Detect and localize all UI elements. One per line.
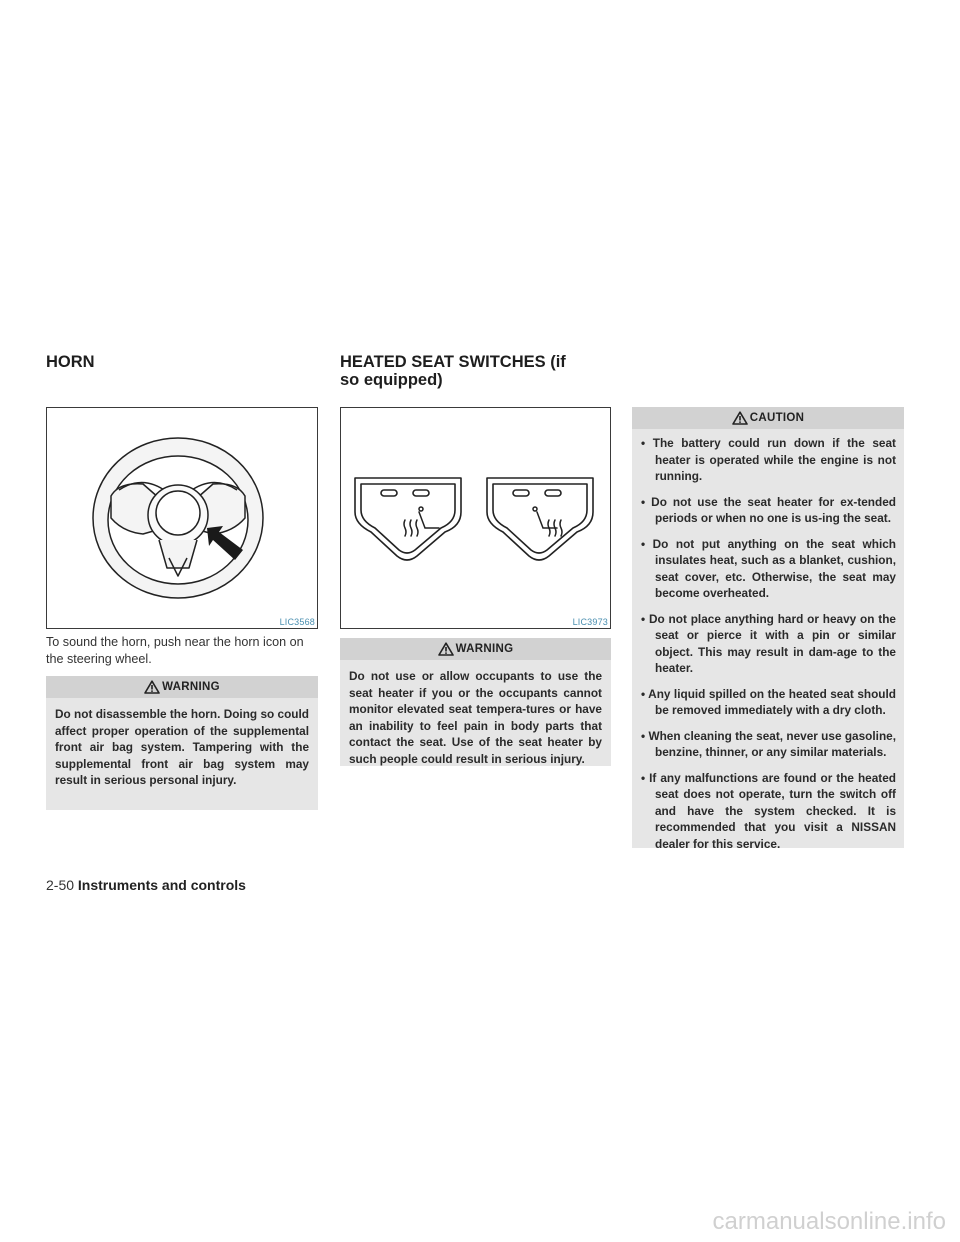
horn-instruction: To sound the horn, push near the horn icon on the steering wheel.: [46, 635, 304, 666]
caution-title: CAUTION: [749, 412, 805, 424]
seat-switch-figure: [340, 407, 611, 629]
seat-switch-illustration: [341, 408, 610, 628]
warning-header: [340, 638, 611, 660]
list-item: • When cleaning the seat, never use gasoline, benzine, thinner, or any similar materials.: [641, 728, 896, 761]
horn-figure: [46, 407, 318, 629]
page-footer: [46, 877, 246, 893]
warning-header: [46, 676, 318, 698]
warning-icon: [438, 642, 454, 656]
horn-heading: HORN: [46, 353, 95, 371]
caution-header: [632, 407, 904, 429]
section-name: Instruments and controls: [77, 877, 246, 893]
caution-list: [632, 429, 904, 860]
warning-title: WARNING: [455, 643, 514, 655]
seat-warning-box: [340, 638, 611, 766]
page-number: 2-50: [46, 877, 75, 893]
list-item: • Do not place anything hard or heavy on the seat or pierce it with a pin or similar object. This may result in dam-age to the heater.: [641, 611, 896, 677]
list-item: • If any malfunctions are found or the heated seat does not operate, turn the switch off and have the system checked. It is recommended that you visit a NISSAN dealer for this service.: [641, 770, 896, 853]
horn-warning-box: [46, 676, 318, 810]
watermark: carmanualsonline.info: [712, 1208, 946, 1235]
warning-title: WARNING: [162, 681, 220, 693]
figure-code: LIC3568: [279, 617, 315, 627]
steering-wheel-illustration: [47, 408, 317, 628]
warning-icon: [732, 411, 748, 425]
warning-text: Do not use or allow occupants to use the seat heater if you or the occupants cannot monitor elevated seat tempera-tures or have an inability to feel pain in body parts that contact the seat. Use of the seat heater by such people could result in serious injury.: [349, 669, 602, 766]
caution-box: [632, 407, 904, 851]
warning-text: Do not disassemble the horn. Doing so could affect proper operation of the supplemental front air bag system. Tampering with the supplemental front air bag system may result in serious personal injury.: [55, 707, 309, 787]
list-item: • Do not use the seat heater for ex-tended periods or when no one is us-ing the seat.: [641, 494, 896, 527]
warning-icon: [144, 680, 160, 694]
list-item: • Do not put anything on the seat which insulates heat, such as a blanket, cushion, seat cover, etc. Otherwise, the seat may become overheated.: [641, 536, 896, 602]
list-item: • The battery could run down if the seat heater is operated while the engine is not running.: [641, 435, 896, 485]
heated-seat-heading: HEATED SEAT SWITCHES (if so equipped): [340, 353, 566, 389]
list-item: • Any liquid spilled on the heated seat should be removed immediately with a dry cloth.: [641, 686, 896, 719]
figure-code: LIC3973: [572, 617, 608, 627]
